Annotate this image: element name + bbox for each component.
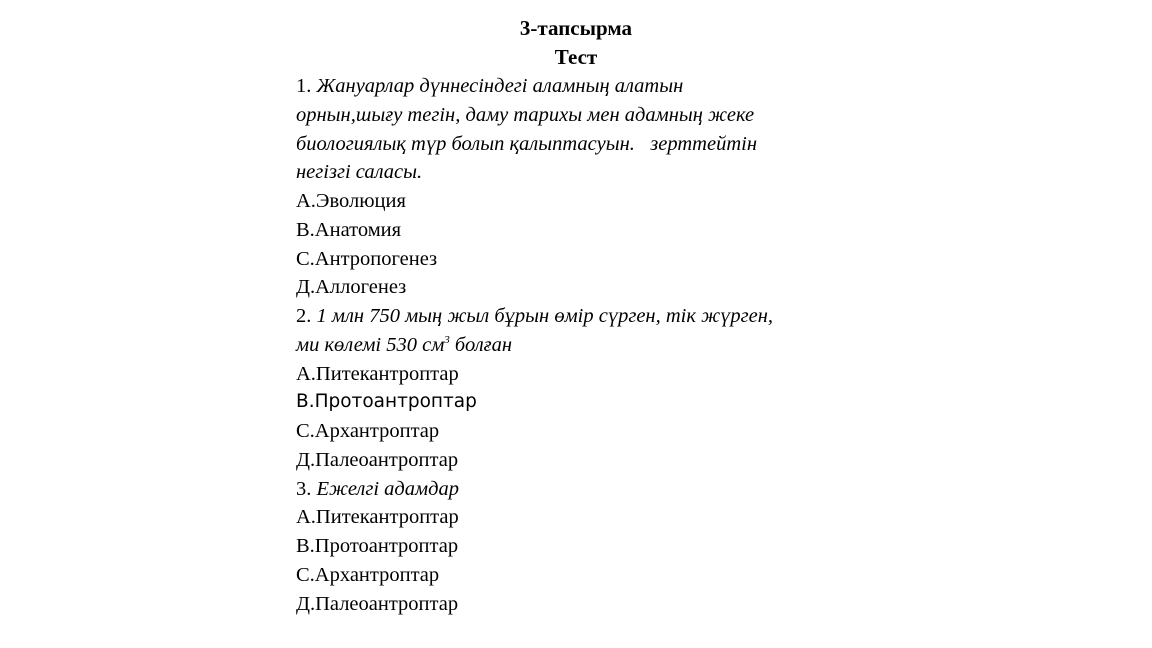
question-3: [296, 475, 876, 619]
answer-option-a: А.Питекантроптар: [296, 362, 459, 385]
question-number: 2.: [296, 305, 312, 327]
answer-option-b: В.Анатомия: [296, 218, 402, 241]
test-subtitle: Тест: [554, 45, 598, 69]
question-3-line-1: [296, 475, 876, 504]
question-2-line-2: [296, 331, 876, 360]
question-1-line-4: негізгі саласы.: [296, 161, 423, 184]
question-text: Жануарлар дүннесіндегі аламның алатын: [316, 75, 684, 97]
answer-option-d: Д.Палеоантроптар: [296, 592, 459, 615]
answer-option-c: С.Архантроптар: [296, 563, 440, 586]
question-number: 1.: [296, 75, 312, 97]
question-text: 1 млн 750 мың жыл бұрын өмір сүрген, тік жүрген,: [316, 305, 774, 327]
assignment-title: 3-тапсырма: [519, 16, 633, 40]
answer-option-b: В.Протоантроптар: [296, 391, 477, 413]
question-2-line-1: [296, 302, 876, 331]
superscript: 3: [444, 333, 450, 346]
question-text: ми көлемі 530 см: [296, 333, 445, 356]
answer-option-c: С.Антропогенез: [296, 247, 438, 270]
question-1-line-2: орнын,шығу тегін, даму тарихы мен адамның жеке: [296, 103, 755, 126]
question-1: [296, 72, 876, 302]
answer-option-d: Д.Палеоантроптар: [296, 448, 459, 471]
answer-option-b: В.Протоантроптар: [296, 535, 459, 557]
question-2: [296, 302, 876, 475]
question-1-line-1: [296, 72, 876, 101]
question-text: болған: [449, 333, 513, 356]
answer-option-a: А.Эволюция: [296, 190, 406, 212]
answer-option-d: Д.Аллогенез: [296, 276, 407, 299]
question-text: Ежелгі адамдар: [316, 477, 459, 500]
answer-option-c: С.Архантроптар: [296, 420, 440, 442]
question-1-line-3: биологиялық түр болып қалыптасуын. зерттейтін: [296, 132, 757, 155]
question-number: 3.: [296, 477, 312, 500]
test-body: [296, 72, 876, 618]
answer-option-a: А.Питекантроптар: [296, 506, 459, 529]
